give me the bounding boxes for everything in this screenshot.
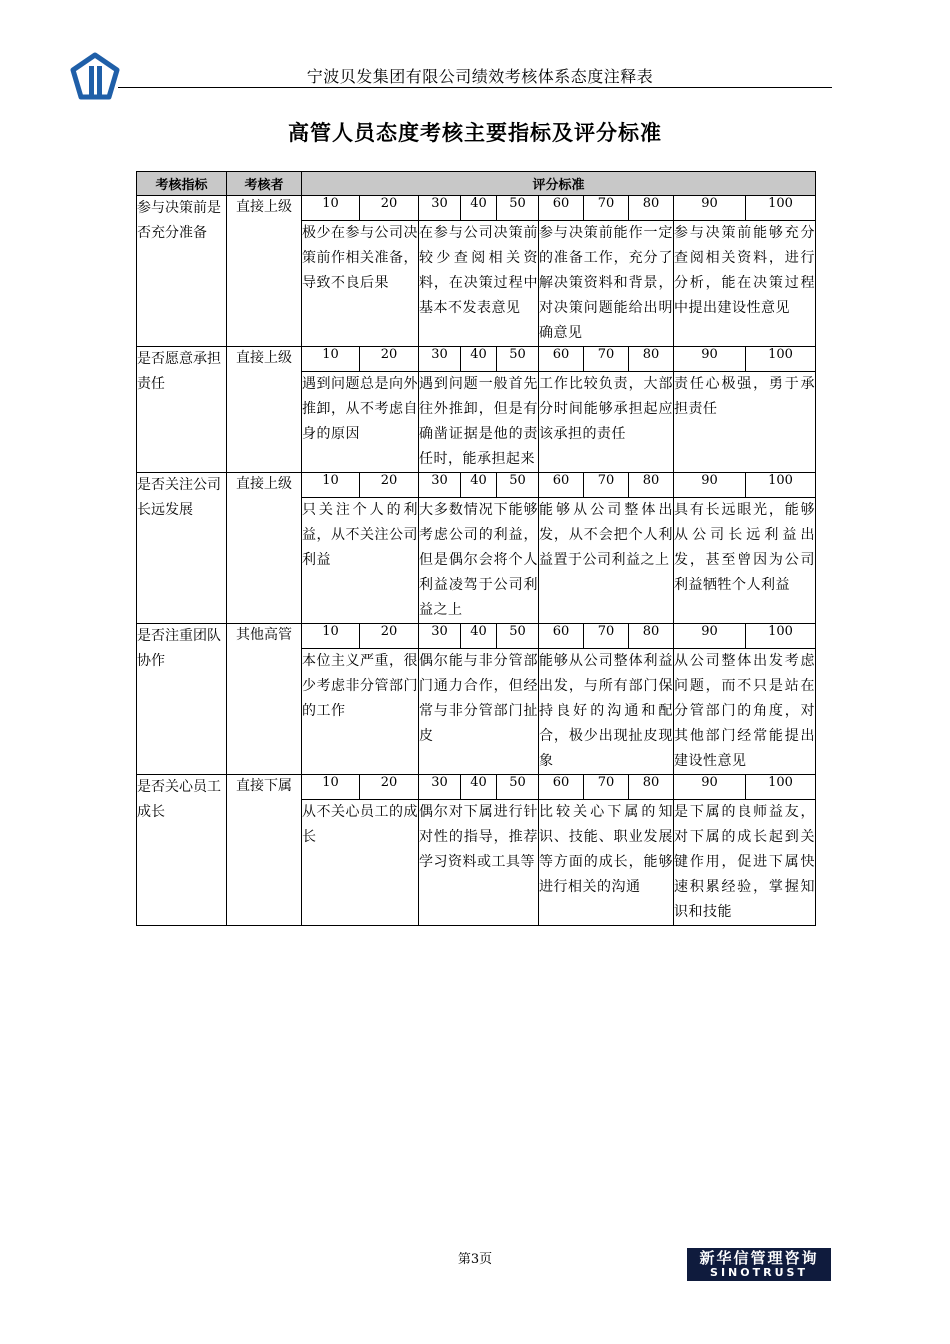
evaluator-cell: 直接上级 [227,347,302,473]
score-cell: 20 [360,473,419,498]
level-description-cell: 是下属的良师益友，对下属的成长起到关键作用，促进下属快速积累经验，掌握知识和技能 [674,800,816,926]
score-cell: 50 [497,347,539,372]
score-cell: 50 [497,196,539,221]
score-cell: 30 [419,196,461,221]
level-description-cell: 大多数情况下能够考虑公司的利益，但是偶尔会将个人利益凌驾于公司利益之上 [419,498,539,624]
evaluator-cell: 直接上级 [227,196,302,347]
score-cell: 50 [497,775,539,800]
score-cell: 60 [539,196,584,221]
level-description-cell: 能够从公司整体利益出发，与所有部门保持良好的沟通和配合，极少出现扯皮现象 [539,649,674,775]
score-row [137,347,816,372]
score-row [137,473,816,498]
score-cell: 20 [360,624,419,649]
score-cell: 70 [584,196,629,221]
level-description-cell: 能够从公司整体出发，从不会把个人利益置于公司利益之上 [539,498,674,624]
score-cell: 90 [674,624,746,649]
score-cell: 50 [497,624,539,649]
document-title: 高管人员态度考核主要指标及评分标准 [288,121,662,145]
level-description-cell: 本位主义严重，很少考虑非分管部门的工作 [302,649,419,775]
level-description-cell: 责任心极强，勇于承担责任 [674,372,816,473]
brand-logo [687,1248,831,1281]
level-description-cell: 偶尔能与非分管部门通力合作，但经常与非分管部门扯皮 [419,649,539,775]
score-cell: 100 [746,624,816,649]
score-cell: 100 [746,347,816,372]
score-cell: 30 [419,775,461,800]
level-description-cell: 极少在参与公司决策前作相关准备，导致不良后果 [302,221,419,347]
score-cell: 80 [629,624,674,649]
column-header-indicator: 考核指标 [137,172,227,196]
score-cell: 10 [302,775,360,800]
table-body [137,196,816,926]
score-cell: 60 [539,347,584,372]
score-cell: 10 [302,347,360,372]
score-cell: 80 [629,196,674,221]
evaluator-cell: 直接上级 [227,473,302,624]
brand-name-en: SINOTRUST [710,1266,808,1279]
indicator-cell: 是否愿意承担责任 [137,347,227,473]
indicator-cell: 是否注重团队协作 [137,624,227,775]
score-cell: 70 [584,347,629,372]
score-cell: 30 [419,473,461,498]
level-description-cell: 遇到问题一般首先往外推卸，但是有确凿证据是他的责任时，能承担起来 [419,372,539,473]
score-row [137,196,816,221]
level-description-cell: 只关注个人的利益，从不关注公司利益 [302,498,419,624]
score-cell: 40 [461,196,497,221]
score-cell: 20 [360,196,419,221]
level-description-cell: 在参与公司决策前较少查阅相关资料，在决策过程中基本不发表意见 [419,221,539,347]
header-title: 宁波贝发集团有限公司绩效考核体系态度注释表 [306,67,654,86]
company-logo-icon [70,52,120,100]
score-cell: 80 [629,775,674,800]
score-cell: 10 [302,624,360,649]
indicator-cell: 是否关注公司长远发展 [137,473,227,624]
level-description-cell: 具有长远眼光，能够从公司长远利益出发，甚至曾因为公司利益牺牲个人利益 [674,498,816,624]
score-cell: 100 [746,473,816,498]
score-cell: 10 [302,473,360,498]
table-header-row [137,172,816,196]
score-cell: 60 [539,775,584,800]
score-cell: 20 [360,775,419,800]
score-cell: 40 [461,473,497,498]
header-divider [118,87,832,88]
score-row [137,775,816,800]
score-cell: 60 [539,473,584,498]
level-description-cell: 从公司整体出发考虑问题，而不只是站在分管部门的角度，对其他部门经常能提出建设性意见 [674,649,816,775]
score-cell: 90 [674,473,746,498]
score-cell: 10 [302,196,360,221]
score-cell: 90 [674,775,746,800]
level-description-cell: 比较关心下属的知识、技能、职业发展等方面的成长，能够进行相关的沟通 [539,800,674,926]
score-cell: 100 [746,775,816,800]
level-description-cell: 从不关心员工的成长 [302,800,419,926]
score-cell: 50 [497,473,539,498]
score-cell: 80 [629,347,674,372]
page-number: 第3页 [457,1252,493,1267]
indicator-cell: 是否关心员工成长 [137,775,227,926]
score-cell: 80 [629,473,674,498]
score-cell: 40 [461,624,497,649]
column-header-standard: 评分标准 [302,172,816,196]
level-description-cell: 偶尔对下属进行针对性的指导，推荐学习资料或工具等 [419,800,539,926]
brand-name-cn: 新华信管理咨询 [699,1249,819,1267]
score-cell: 40 [461,775,497,800]
column-header-evaluator: 考核者 [227,172,302,196]
level-description-cell: 参与决策前能够充分查阅相关资料，进行分析，能在决策过程中提出建设性意见 [674,221,816,347]
score-cell: 40 [461,347,497,372]
score-cell: 100 [746,196,816,221]
score-cell: 30 [419,624,461,649]
score-cell: 90 [674,347,746,372]
score-cell: 60 [539,624,584,649]
score-cell: 30 [419,347,461,372]
score-cell: 70 [584,624,629,649]
indicator-cell: 参与决策前是否充分准备 [137,196,227,347]
score-cell: 70 [584,473,629,498]
level-description-cell: 参与决策前能作一定的准备工作，充分了解决策资料和背景，对决策问题能给出明确意见 [539,221,674,347]
score-cell: 90 [674,196,746,221]
level-description-cell: 工作比较负责，大部分时间能够承担起应该承担的责任 [539,372,674,473]
score-cell: 20 [360,347,419,372]
evaluator-cell: 其他高管 [227,624,302,775]
score-cell: 70 [584,775,629,800]
score-row [137,624,816,649]
assessment-table [136,171,816,926]
level-description-cell: 遇到问题总是向外推卸，从不考虑自身的原因 [302,372,419,473]
evaluator-cell: 直接下属 [227,775,302,926]
